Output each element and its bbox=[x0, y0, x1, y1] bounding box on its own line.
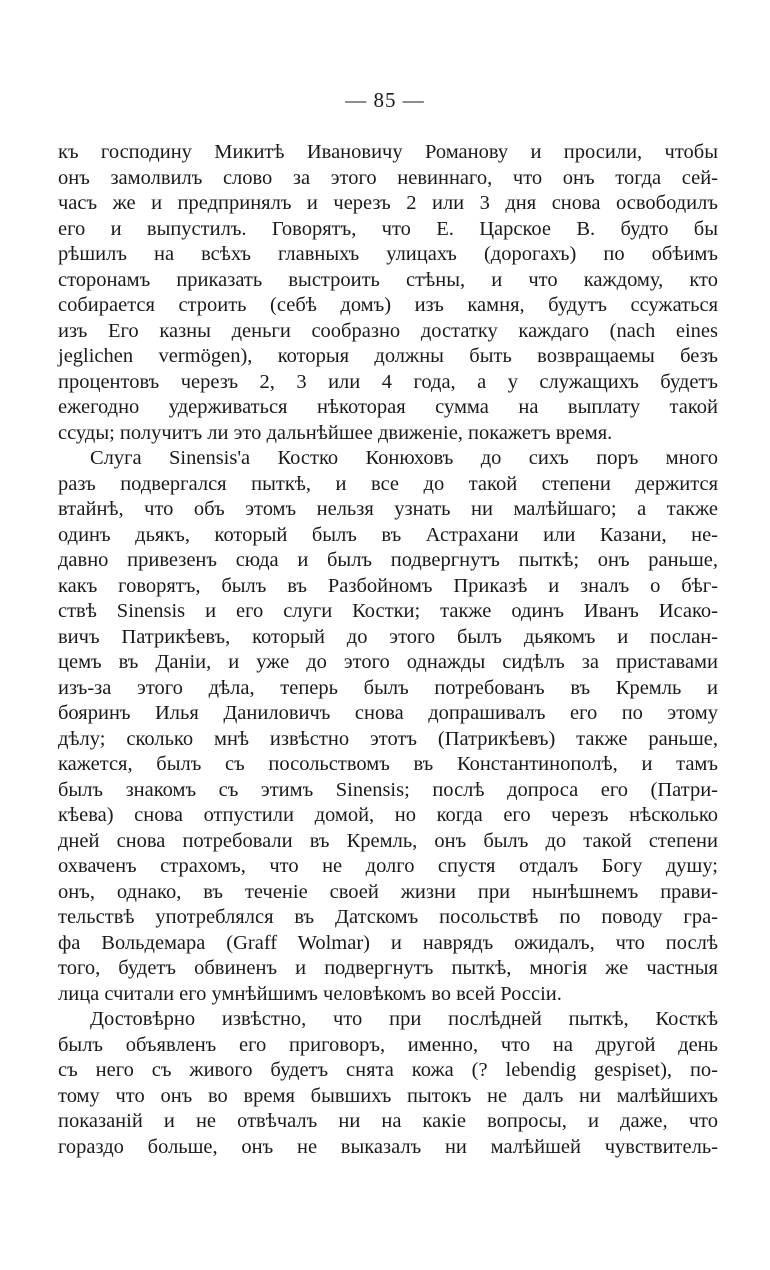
text-line: сторонамъ приказать выстроить стѣны, и что каждому, кто bbox=[58, 268, 718, 291]
text-line: гораздо больше, онъ не выказалъ ни малѣйшей чувствитель- bbox=[58, 1135, 718, 1158]
text-line: какъ говорятъ, былъ въ Разбойномъ Приказѣ и зналъ о бѣг- bbox=[58, 574, 718, 597]
text-line: къ господину Микитѣ Ивановичу Романову и просили, чтобы bbox=[58, 141, 718, 163]
paragraph-start-line: Слуга Sinensis'а Костко Конюховъ до сихъ поръ много bbox=[90, 447, 718, 469]
text-line: показаній и не отвѣчалъ ни на какіе вопросы, и даже, что bbox=[58, 1110, 718, 1132]
text-line: разъ подвергался пыткѣ, и все до такой степени держится bbox=[58, 472, 718, 495]
text-line: бояринъ Илья Даниловичъ снова допрашивалъ его по этому bbox=[58, 702, 718, 724]
text-line: цемъ въ Даніи, и уже до этого однажды сидѣлъ за приставами bbox=[58, 651, 718, 673]
text-line: былъ знакомъ съ этимъ Sinensis; послѣ допроса его (Патри- bbox=[58, 778, 718, 801]
text-line: вичъ Патрикѣевъ, который до этого былъ дьякомъ и послан- bbox=[58, 625, 718, 648]
text-line: дѣлу; сколько мнѣ извѣстно этотъ (Патрикѣевъ) также раньше, bbox=[58, 727, 718, 750]
text-line: рѣшилъ на всѣхъ главныхъ улицахъ (дорогахъ) по обѣимъ bbox=[58, 243, 718, 265]
text-line: фа Вольдемара (Graff Wolmar) и наврядъ ожидалъ, что послѣ bbox=[58, 931, 718, 954]
text-line: давно привезенъ сюда и былъ подвергнутъ пыткѣ; онъ раньше, bbox=[58, 549, 718, 571]
page-number: — 85 — bbox=[345, 88, 425, 112]
text-line: jeglichen vermögen), которыя должны быть возвращаемы безъ bbox=[58, 345, 718, 367]
paragraph-start-line: Достовѣрно извѣстно, что при послѣдней пыткѣ, Косткѣ bbox=[90, 1008, 718, 1030]
text-line: процентовъ черезъ 2, 3 или 4 года, а у служащихъ будетъ bbox=[58, 370, 718, 393]
text-line: ствѣ Sinensis и его слуги Костки; также одинъ Иванъ Исако- bbox=[58, 600, 718, 622]
text-line: ссуды; получитъ ли это дальнѣйшее движеніе, покажетъ время. bbox=[58, 421, 613, 444]
text-line: онъ замолвилъ слово за этого невиннаго, что онъ тогда сей- bbox=[58, 166, 718, 189]
text-line: изъ Его казны деньги сообразно достатку каждаго (nach eines bbox=[58, 319, 718, 342]
text-line: часъ же и предпринялъ и черезъ 2 или 3 дня снова освободилъ bbox=[58, 192, 718, 214]
text-line: кѣева) снова отпустили домой, но когда его черезъ нѣсколько bbox=[58, 804, 718, 826]
text-line: онъ, однако, въ теченіе своей жизни при нынѣшнемъ прави- bbox=[58, 880, 718, 903]
text-line: съ него съ живого будетъ снята кожа (? lebendig gespiset), по- bbox=[58, 1059, 718, 1081]
text-line: его и выпустилъ. Говорятъ, что Е. Царское В. будто бы bbox=[58, 217, 718, 240]
text-line: дней снова потребовали въ Кремль, онъ былъ до такой степени bbox=[58, 829, 718, 852]
text-line: того, будетъ обвиненъ и подвергнутъ пыткѣ, многія же частныя bbox=[58, 957, 718, 979]
body-text bbox=[58, 140, 718, 1160]
text-line: былъ объявленъ его приговоръ, именно, что на другой день bbox=[58, 1033, 718, 1056]
text-line: собирается строить (себѣ домъ) изъ камня, будутъ ссужаться bbox=[58, 294, 718, 316]
text-line: кажется, былъ съ посольствомъ въ Константинополѣ, и тамъ bbox=[58, 753, 718, 775]
text-line: втайнѣ, что объ этомъ нельзя узнать ни малѣйшаго; а также bbox=[58, 498, 718, 520]
text-line: лица считали его умнѣйшимъ человѣкомъ во всей Россіи. bbox=[58, 982, 562, 1005]
text-line: тельствѣ употреблялся въ Датскомъ посольствѣ по поводу гра- bbox=[58, 906, 718, 928]
text-line: изъ-за этого дѣла, теперь былъ потребованъ въ Кремль и bbox=[58, 676, 718, 699]
text-line: тому что онъ во время бывшихъ пытокъ не далъ ни малѣйшихъ bbox=[58, 1084, 718, 1107]
text-line: охваченъ страхомъ, что не долго спустя отдалъ Богу душу; bbox=[58, 855, 718, 877]
text-line: ежегодно удерживаться нѣкоторая сумма на выплату такой bbox=[58, 396, 718, 418]
text-line: одинъ дьякъ, который былъ въ Астрахани или Казани, не- bbox=[58, 523, 718, 546]
